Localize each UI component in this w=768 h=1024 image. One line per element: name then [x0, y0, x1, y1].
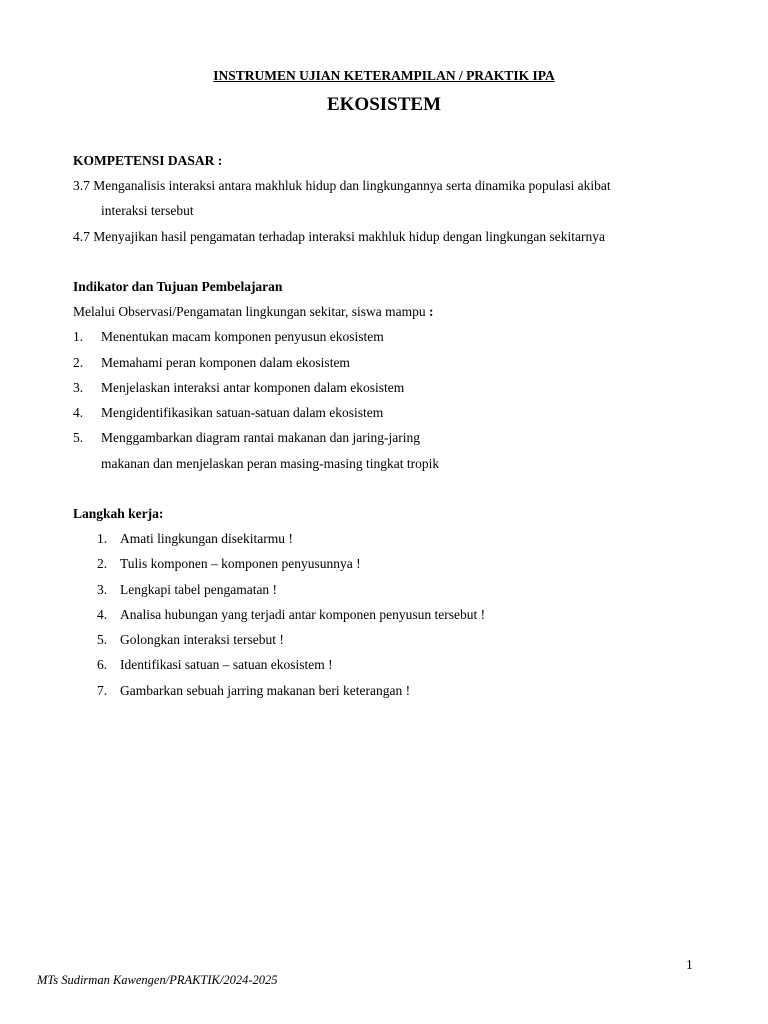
list-item-number: 2.	[97, 556, 108, 572]
list-item	[73, 350, 713, 375]
list-item-text: Memahami peran komponen dalam ekosistem	[101, 354, 350, 370]
page-footer: MTs Sudirman Kawengen/PRAKTIK/2024-2025	[37, 973, 278, 987]
page-number: 1	[686, 957, 693, 972]
kompetensi-heading: KOMPETENSI DASAR :	[73, 153, 223, 168]
kompetensi-item-continuation: interaksi tersebut	[101, 203, 194, 219]
kompetensi-item-line: 3.7 Menganalisis interaksi antara makhluk hidup dan lingkungannya serta dinamika populasi akibat	[73, 178, 611, 193]
list-item	[73, 602, 713, 627]
list-item-text: Menjelaskan interaksi antar komponen dalam ekosistem	[101, 379, 405, 395]
list-item-number: 1.	[97, 531, 108, 546]
langkah-list	[73, 526, 713, 703]
list-item-text: Identifikasi satuan – satuan ekosistem !	[120, 657, 333, 673]
list-item	[73, 577, 713, 602]
list-item-text: makanan dan menjelaskan peran masing-masing tingkat tropik	[101, 455, 440, 471]
langkah-heading: Langkah kerja:	[73, 506, 164, 521]
list-item-number: 3.	[97, 581, 108, 597]
indikator-heading: Indikator dan Tujuan Pembelajaran	[73, 279, 283, 294]
list-item-text: Tulis komponen – komponen penyusunnya !	[120, 556, 361, 572]
list-item-text: Analisa hubungan yang terjadi antar komponen penyusun tersebut !	[120, 606, 486, 622]
kompetensi-item-line: 4.7 Menyajikan hasil pengamatan terhadap interaksi makhluk hidup dengan lingkungan sekitarnya	[73, 228, 605, 244]
list-item	[73, 627, 713, 652]
kompetensi-item	[73, 224, 713, 249]
list-item-number: 7.	[97, 682, 108, 698]
indikator-list	[73, 324, 713, 476]
list-item-number: 5.	[97, 632, 108, 648]
list-item-text: Golongkan interaksi tersebut !	[120, 632, 284, 648]
kompetensi-item	[73, 173, 713, 224]
list-item-number: 3.	[73, 379, 84, 395]
indikator-section	[73, 274, 713, 476]
langkah-section	[73, 501, 713, 703]
list-item	[73, 425, 713, 450]
list-item-number: 4.	[97, 606, 108, 622]
list-item-text: Lengkapi tabel pengamatan !	[120, 581, 278, 597]
list-item	[73, 324, 713, 349]
indikator-intro-text: Melalui Observasi/Pengamatan lingkungan sekitar, siswa mampu	[73, 304, 430, 319]
list-item	[73, 375, 713, 400]
list-item-text: Menggambarkan diagram rantai makanan dan jaring-jaring	[101, 430, 420, 446]
list-item-number: 4.	[73, 405, 84, 421]
list-item	[73, 652, 713, 677]
list-item-number: 5.	[73, 430, 84, 446]
list-item-number: 6.	[97, 657, 108, 673]
list-item	[73, 400, 713, 425]
list-item-text: Menentukan macam komponen penyusun ekosistem	[101, 329, 384, 345]
list-item	[73, 551, 713, 576]
document-title: INSTRUMEN UJIAN KETERAMPILAN / PRAKTIK IPA	[213, 68, 555, 83]
list-item-text: Gambarkan sebuah jarring makanan beri keterangan !	[120, 682, 411, 698]
list-item-text: Amati lingkungan disekitarmu !	[120, 531, 293, 546]
list-item-continuation	[73, 451, 713, 476]
list-item-text: Mengidentifikasikan satuan-satuan dalam ekosistem	[101, 405, 384, 421]
list-item-number: 1.	[73, 329, 84, 345]
kompetensi-section	[73, 148, 713, 249]
list-item	[73, 526, 713, 551]
document-subtitle: EKOSISTEM	[326, 94, 442, 115]
list-item	[73, 678, 713, 703]
list-item-number: 2.	[73, 354, 84, 370]
indikator-intro	[73, 299, 713, 324]
indikator-intro-colon: :	[429, 304, 434, 319]
